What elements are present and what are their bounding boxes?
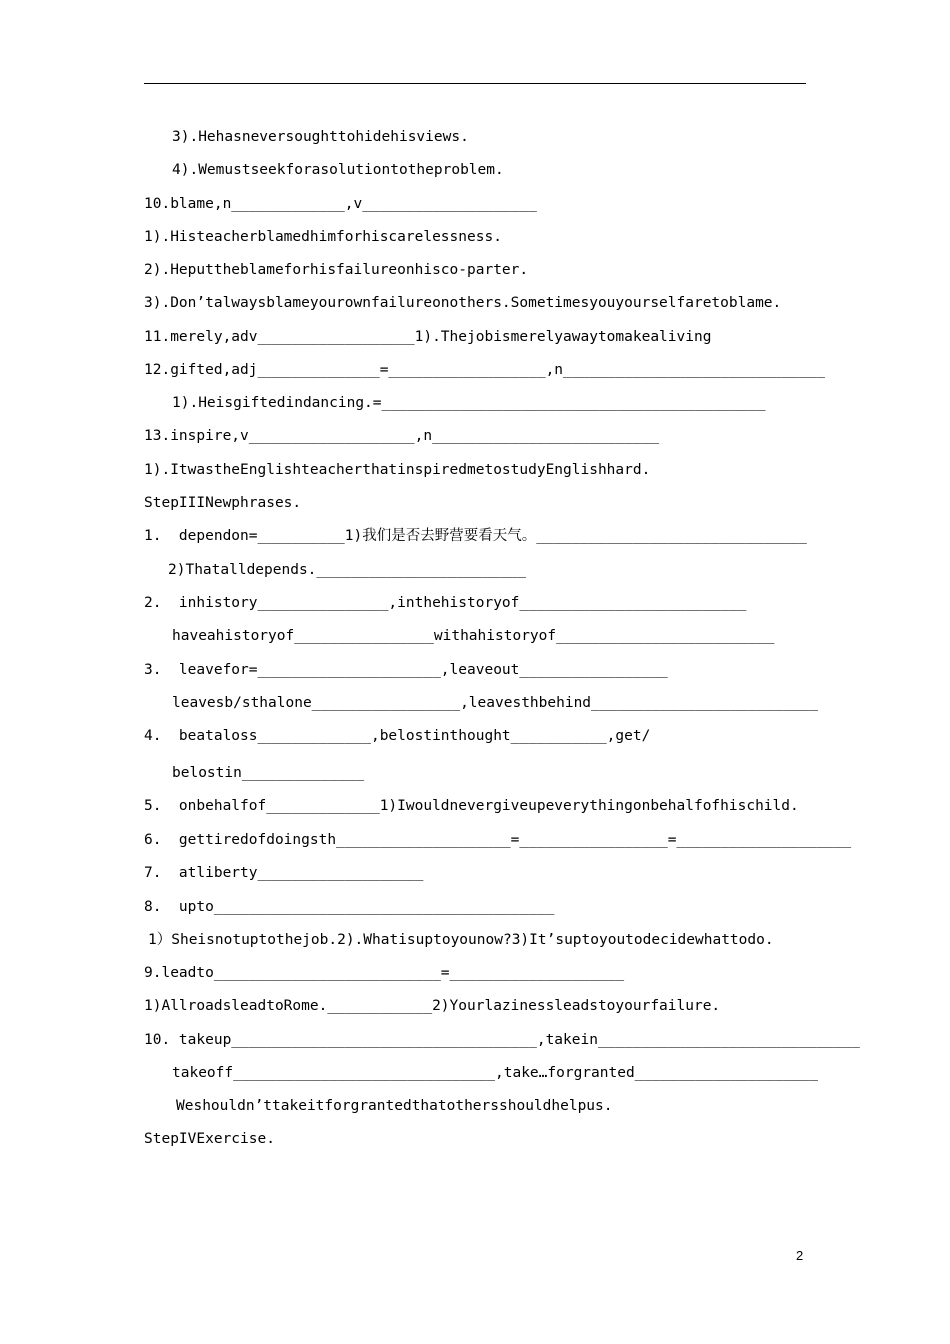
header-rule [144,83,806,84]
text-line: leavesb/sthalone_________________,leavesthbehind__________________________ [172,695,819,711]
text-line: 13.inspire,v___________________,n__________________________ [144,428,660,444]
text-line: 2. inhistory_______________,inthehistoryof__________________________ [144,595,747,611]
text-line: 1).Heisgiftedindancing.=____________________________________________ [172,395,766,411]
text-line: 6. gettiredofdoingsth____________________=_________________=____________________ [144,832,852,848]
text-line: 3).Don’talwaysblameyourownfailureonothers.Sometimesyouyourselfaretoblame. [144,295,782,311]
text-line: 5. onbehalfof_____________1)Iwouldnevergiveupeverythingonbehalfofhischild. [144,798,799,814]
text-line: 11.merely,adv__________________1).Thejobismerelyawaytomakealiving [144,329,712,345]
text-line: 1）Sheisnotuptothejob.2).Whatisuptoyounow?3)It’suptoyoutodecidewhattodo. [148,932,774,948]
text-line: 1)AllroadsleadtoRome.____________2)Yourlazinessleadstoyourfailure. [144,998,721,1014]
text-line: 4).Wemustseekforasolutiontotheproblem. [172,162,504,178]
text-line: 12.gifted,adj______________=__________________,n______________________________ [144,362,825,378]
text-line: haveahistoryof________________withahistoryof_________________________ [172,628,775,644]
text-line: Weshouldn’ttakeitforgrantedthatothersshouldhelpus. [176,1098,613,1114]
text-line: 10.blame,n_____________,v____________________ [144,196,537,212]
section-heading: StepIVExercise. [144,1131,275,1147]
text-line: 2).Heputtheblameforhisfailureonhisco-parter. [144,262,529,278]
text-line: belostin______________ [172,765,365,781]
text-line: 10. takeup___________________________________,takein______________________________ [144,1032,860,1048]
text-line: 3. leavefor=_____________________,leaveout_________________ [144,662,668,678]
text-line: 3).Hehasneversoughttohidehisviews. [172,129,469,145]
text-line: 1. dependon=__________1)我们是否去野营要看天气。_______________________________ [144,528,807,544]
text-line: 1).ItwastheEnglishteacherthatinspiredmetostudyEnglishhard. [144,462,651,478]
text-line: 7. atliberty___________________ [144,865,424,881]
text-line: takeoff______________________________,take…forgranted_____________________ [172,1065,819,1081]
text-line: 8. upto_______________________________________ [144,899,555,915]
text-line: 1).Histeacherblamedhimforhiscarelessness. [144,229,502,245]
text-line: 4. beataloss_____________,belostinthought___________,get/ [144,728,651,744]
text-line: 2)Thatalldepends.________________________ [168,562,526,578]
page-number: 2 [796,1248,804,1263]
text-line: 9.leadto__________________________=____________________ [144,965,625,981]
section-heading: StepIIINewphrases. [144,495,302,511]
